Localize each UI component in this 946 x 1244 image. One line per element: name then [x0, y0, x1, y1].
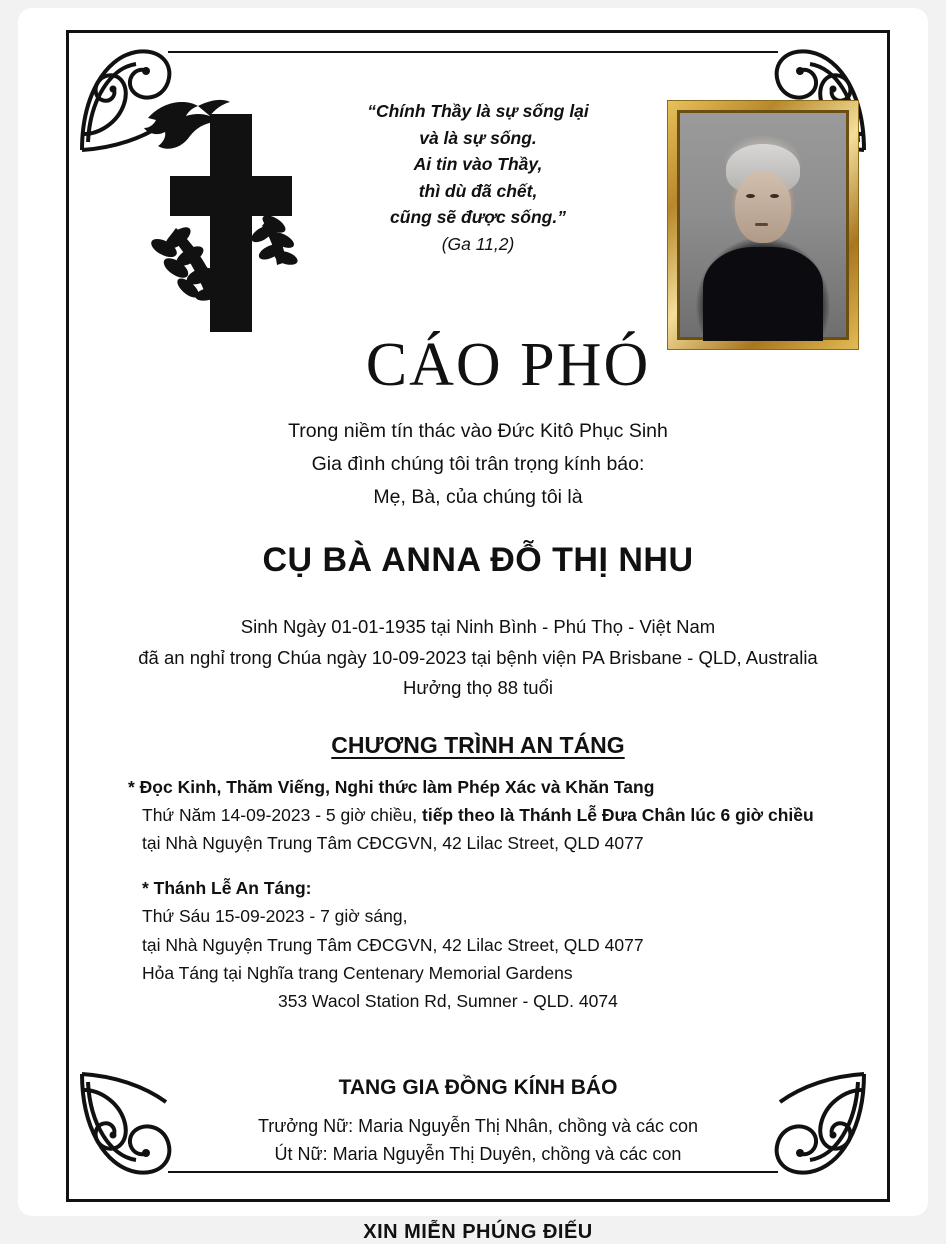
age-details: Hưởng thọ 88 tuổi [403, 677, 553, 699]
program-item-1-time: Thứ Năm 14-09-2023 - 5 giờ chiều, [142, 805, 422, 826]
document-content [88, 68, 868, 1244]
program-item-2-line-4: 353 Wacol Station Rd, Sumner - QLD. 4074 [278, 991, 618, 1012]
bottom-divider-rule [168, 1171, 778, 1173]
program-heading: CHƯƠNG TRÌNH AN TÁNG [331, 731, 625, 758]
intro-line-1: Trong niềm tín thác vào Đức Kitô Phục Sinh [288, 420, 668, 442]
scripture-line-1: “Chính Thầy là sự sống lại [367, 101, 589, 121]
family-title: TANG GIA ĐỒNG KÍNH BÁO [338, 1075, 618, 1099]
announcement-card [18, 8, 928, 1244]
death-details: đã an nghỉ trong Chúa ngày 10-09-2023 tại bệnh viện PA Brisbane - QLD, Australia [138, 646, 818, 668]
scripture-line-3: Ai tin vào Thầy, [413, 154, 543, 175]
intro-line-2: Gia đình chúng tôi trân trọng kính báo: [311, 452, 645, 475]
program-item-2-line-1: Thứ Sáu 15-09-2023 - 7 giờ sáng, [142, 906, 408, 927]
program-item-1 [128, 773, 868, 858]
header-row [88, 68, 868, 338]
family-line-2: Út Nữ: Maria Nguyễn Thị Duyên, chồng và các con [274, 1144, 682, 1165]
program-item-2-line-2: tại Nhà Nguyện Trung Tâm CĐCGVN, 42 Lilac Street, QLD 4077 [142, 934, 644, 955]
program-item-2 [128, 874, 868, 1016]
program-item-1-emphasis: tiếp theo là Thánh Lễ Đưa Chân lúc 6 giờ chiều [422, 805, 814, 826]
program-item-1-heading: * Đọc Kinh, Thăm Viếng, Nghi thức làm Phép Xác và Khăn Tang [128, 776, 655, 797]
scripture-line-4: thì dù đã chết, [418, 180, 538, 201]
program-item-1-line-2: tại Nhà Nguyện Trung Tâm CĐCGVN, 42 Lilac Street, QLD 4077 [142, 833, 644, 854]
deceased-portrait-photo [680, 113, 846, 337]
family-line-1: Trưởng Nữ: Maria Nguyễn Thị Nhân, chồng và các con [257, 1115, 699, 1136]
top-divider-rule [168, 51, 778, 53]
portrait-face [735, 171, 791, 243]
portrait-clothing [703, 247, 823, 341]
deceased-name: CỤ BÀ ANNA ĐỖ THỊ NHU [262, 541, 694, 580]
scripture-line-5: cũng sẽ được sống.” [390, 207, 566, 228]
program-item-1-line-1 [128, 801, 868, 829]
scripture-quote [343, 98, 613, 258]
scripture-reference: (Ga 11,2) [441, 233, 515, 254]
page-title: CÁO PHÓ [365, 331, 651, 399]
footer-note: XIN MIỄN PHÚNG ĐIẾU [363, 1221, 593, 1244]
portrait-eye-left [746, 194, 755, 198]
life-details [88, 612, 868, 704]
program-item-2-line-3: Hỏa Táng tại Nghĩa trang Centenary Memorial Gardens [142, 962, 573, 983]
program-list [88, 773, 868, 1016]
portrait-mouth [755, 223, 768, 226]
birth-details: Sinh Ngày 01-01-1935 tại Ninh Bình - Phú Thọ - Việt Nam [240, 616, 716, 638]
portrait-eye-right [770, 194, 779, 198]
program-item-2-heading: * Thánh Lễ An Táng: [142, 877, 312, 898]
scripture-line-2: và là sự sống. [419, 127, 537, 148]
intro-block [88, 415, 868, 513]
portrait-frame [668, 101, 858, 349]
portrait-inner-border [677, 110, 849, 340]
intro-line-3: Mẹ, Bà, của chúng tôi là [373, 485, 583, 508]
cross-with-dove-and-olive-branch-icon [118, 78, 348, 338]
